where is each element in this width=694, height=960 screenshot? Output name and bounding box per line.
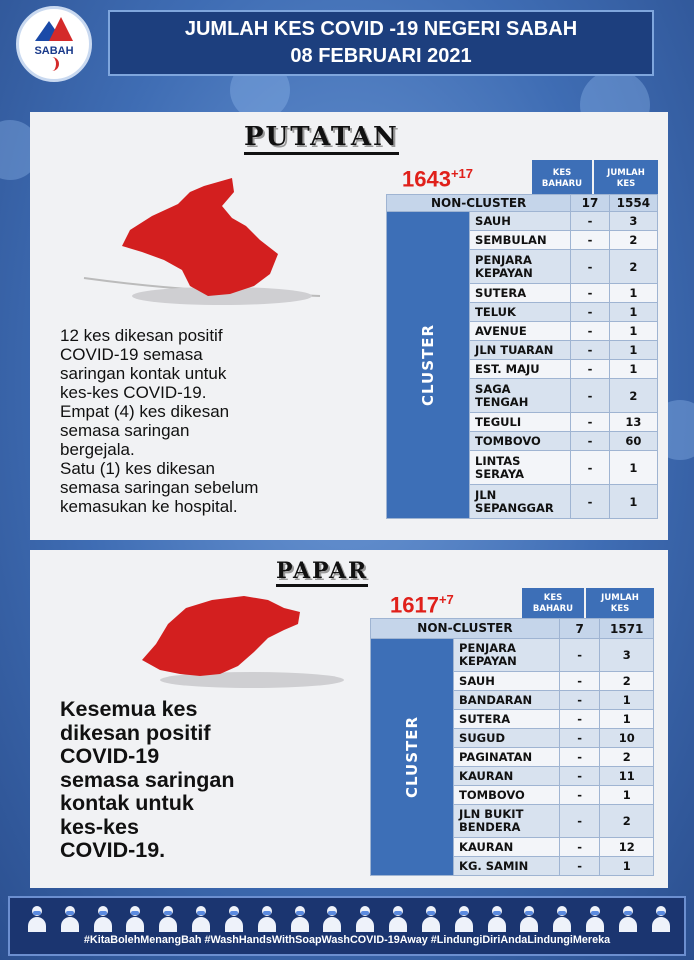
frontliner-figures	[26, 904, 672, 932]
table-row	[371, 639, 654, 672]
cluster-name: SAGA TENGAH	[470, 379, 571, 413]
cluster-new: -	[571, 250, 609, 284]
total-value: 1617	[390, 592, 439, 618]
description-line: COVID-19	[60, 744, 160, 768]
swoosh-icon	[49, 57, 59, 71]
page-header	[108, 10, 654, 76]
non-cluster-new: 7	[559, 619, 600, 639]
cluster-label: CLUSTER	[371, 639, 454, 876]
cluster-name: SUTERA	[470, 284, 571, 303]
cluster-total: 1	[609, 303, 657, 322]
person-icon	[387, 906, 409, 932]
header-date: 08 FEBRUARI 2021	[290, 45, 472, 67]
description-line: semasa saringan	[60, 767, 235, 792]
description-line: kontak untuk	[60, 791, 194, 815]
non-cluster-row	[387, 195, 658, 212]
description-line: Satu (1) kes dikesan	[60, 459, 215, 478]
description-line: COVID-19.	[60, 838, 166, 862]
person-icon	[92, 906, 114, 932]
cluster-total: 1	[600, 786, 654, 805]
person-icon	[256, 906, 278, 932]
cluster-total: 12	[600, 838, 654, 857]
description-line: COVID-19 semasa	[60, 345, 203, 364]
cluster-new: -	[559, 786, 600, 805]
cluster-name: KG. SAMIN	[454, 857, 560, 876]
person-icon	[584, 906, 606, 932]
cluster-name: SEMBULAN	[470, 231, 571, 250]
logo-text: SABAH	[34, 45, 74, 57]
person-icon	[157, 906, 179, 932]
non-cluster-total: 1571	[600, 619, 654, 639]
cluster-name: KAURAN	[454, 838, 560, 857]
total-value: 1643	[402, 166, 451, 192]
cluster-total: 2	[609, 379, 657, 413]
cluster-new: -	[559, 710, 600, 729]
cluster-total: 13	[609, 413, 657, 432]
cluster-total: 1	[609, 451, 657, 485]
cluster-label: CLUSTER	[387, 212, 470, 519]
person-icon	[551, 906, 573, 932]
cluster-new: -	[571, 322, 609, 341]
cluster-new: -	[571, 303, 609, 322]
cluster-total: 60	[609, 432, 657, 451]
cluster-name: EST. MAJU	[470, 360, 571, 379]
non-cluster-new: 17	[571, 195, 609, 212]
cluster-total: 1	[609, 360, 657, 379]
header-kes-baharu: KES BAHARU	[532, 160, 592, 198]
cluster-new: -	[571, 212, 609, 231]
cluster-name: SAUH	[454, 672, 560, 691]
cluster-total: 3	[600, 639, 654, 672]
papar-total-cases	[390, 592, 454, 618]
hashtags: #KitaBolehMenangBah #WashHandsWithSoapWashCOVID-19Away #LindungiDiriAndaLindungiMereka	[83, 934, 611, 946]
header-kes-baharu: KES BAHARU	[522, 588, 584, 620]
cluster-name: PAGINATAN	[454, 748, 560, 767]
papar-map	[134, 590, 374, 700]
cluster-total: 1	[600, 691, 654, 710]
person-icon	[26, 906, 48, 932]
cluster-name: SAUH	[470, 212, 571, 231]
person-icon	[420, 906, 442, 932]
description-line: semasa saringan	[60, 421, 190, 440]
cluster-total: 1	[600, 857, 654, 876]
cluster-name: SUGUD	[454, 729, 560, 748]
cluster-total: 1	[609, 322, 657, 341]
putatan-panel	[30, 112, 668, 540]
footer-banner	[8, 896, 686, 956]
cluster-total: 1	[600, 710, 654, 729]
cluster-total: 10	[600, 729, 654, 748]
putatan-description	[60, 326, 258, 516]
cluster-name: KAURAN	[454, 767, 560, 786]
description-line: Empat (4) kes dikesan	[60, 402, 230, 421]
cluster-new: -	[571, 485, 609, 519]
non-cluster-total: 1554	[609, 195, 657, 212]
header-title: JUMLAH KES COVID -19 NEGERI SABAH	[184, 18, 578, 40]
cluster-name: AVENUE	[470, 322, 571, 341]
description-line: dikesan positif	[60, 720, 211, 745]
papar-cluster-table	[370, 618, 654, 876]
mountain-icon	[31, 17, 77, 43]
cluster-total: 1	[609, 341, 657, 360]
person-icon	[617, 906, 639, 932]
cluster-new: -	[559, 672, 600, 691]
cluster-new: -	[571, 432, 609, 451]
cluster-total: 2	[600, 805, 654, 838]
description-line: semasa saringan sebelum	[60, 478, 259, 497]
cluster-name: PENJARA KEPAYAN	[470, 250, 571, 284]
papar-description	[60, 698, 235, 863]
person-icon	[289, 906, 311, 932]
header-jumlah-kes: JUMLAH KES	[586, 588, 654, 620]
cluster-name: JLN SEPANGGAR	[470, 485, 571, 519]
cluster-new: -	[559, 767, 600, 786]
new-cases-value: +7	[438, 592, 454, 607]
cluster-name: JLN BUKIT BENDERA	[454, 805, 560, 838]
putatan-total-cases	[402, 166, 473, 192]
papar-panel	[30, 550, 668, 888]
cluster-total: 2	[600, 672, 654, 691]
cluster-new: -	[559, 691, 600, 710]
cluster-total: 11	[600, 767, 654, 786]
table-row	[387, 212, 658, 231]
non-cluster-row	[371, 619, 654, 639]
description-line: 12 kes dikesan positif	[60, 326, 223, 345]
cluster-new: -	[559, 857, 600, 876]
cluster-new: -	[559, 805, 600, 838]
cluster-new: -	[559, 729, 600, 748]
district-title-putatan: PUTATAN	[244, 122, 399, 155]
cluster-total: 1	[609, 284, 657, 303]
cluster-new: -	[559, 639, 600, 672]
person-icon	[453, 906, 475, 932]
person-icon	[223, 906, 245, 932]
cluster-new: -	[571, 413, 609, 432]
cluster-total: 2	[609, 231, 657, 250]
cluster-new: -	[571, 231, 609, 250]
sabah-logo	[16, 6, 92, 82]
description-line: bergejala.	[60, 440, 135, 459]
person-icon	[650, 906, 672, 932]
cluster-name: SUTERA	[454, 710, 560, 729]
person-icon	[321, 906, 343, 932]
description-line: kes-kes COVID-19.	[60, 383, 207, 402]
cluster-name: JLN TUARAN	[470, 341, 571, 360]
cluster-total: 3	[609, 212, 657, 231]
cluster-new: -	[559, 838, 600, 857]
putatan-cluster-table	[386, 194, 658, 519]
person-icon	[59, 906, 81, 932]
cluster-total: 2	[600, 748, 654, 767]
cluster-name: TEGULI	[470, 413, 571, 432]
district-title-papar: PAPAR	[276, 558, 368, 587]
cluster-new: -	[571, 284, 609, 303]
cluster-new: -	[559, 748, 600, 767]
cluster-name: BANDARAN	[454, 691, 560, 710]
header-jumlah-kes: JUMLAH KES	[594, 160, 658, 198]
person-icon	[518, 906, 540, 932]
cluster-name: PENJARA KEPAYAN	[454, 639, 560, 672]
cluster-new: -	[571, 451, 609, 485]
description-line: kes-kes	[60, 814, 139, 839]
cluster-new: -	[571, 360, 609, 379]
person-icon	[124, 906, 146, 932]
person-icon	[486, 906, 508, 932]
cluster-name: TOMBOVO	[470, 432, 571, 451]
putatan-map	[82, 174, 322, 314]
cluster-name: TOMBOVO	[454, 786, 560, 805]
person-icon	[190, 906, 212, 932]
description-line: kemasukan ke hospital.	[60, 497, 238, 516]
description-line: Kesemua kes	[60, 697, 198, 721]
person-icon	[354, 906, 376, 932]
non-cluster-label: NON-CLUSTER	[387, 195, 571, 212]
new-cases-value: +17	[450, 166, 474, 181]
cluster-name: TELUK	[470, 303, 571, 322]
cluster-name: LINTAS SERAYA	[470, 451, 571, 485]
cluster-new: -	[571, 379, 609, 413]
cluster-new: -	[571, 341, 609, 360]
cluster-total: 2	[609, 250, 657, 284]
non-cluster-label: NON-CLUSTER	[371, 619, 560, 639]
cluster-total: 1	[609, 485, 657, 519]
description-line: saringan kontak untuk	[60, 364, 227, 383]
